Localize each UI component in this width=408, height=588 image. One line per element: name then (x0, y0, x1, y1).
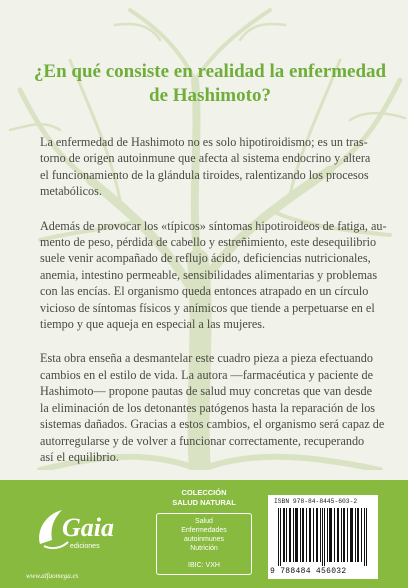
text-line: la eliminación de los detonantes patógenos hasta la reparación de los (40, 400, 376, 415)
text-line: Además de provocar los «típicos» síntomas hipotiroideos de fatiga, au- (40, 218, 387, 233)
ibic-code: IBIC: VXH (188, 562, 220, 569)
text-line: el funcionamiento de la glándula tiroides, ralentizando los procesos (40, 167, 369, 182)
back-cover-title (20, 60, 400, 108)
publisher-website: www.alfaomega.es (26, 572, 79, 580)
gaia-publisher-logo (32, 500, 122, 556)
paragraph-3 (40, 350, 385, 465)
logo-wordmark: Gaia (62, 513, 114, 542)
text-line: Hashimoto— propone pautas de salud muy concretas que van desde (40, 384, 373, 399)
footer-band (0, 480, 408, 588)
text-line: con las encías. El organismo queda entonces atrapado en un círculo (40, 284, 369, 299)
barcode-number: 9 788484 456032 (270, 567, 347, 576)
paragraph-1 (40, 134, 371, 200)
text-line: cambios en el estilo de vida. La autora —farmacéutica y paciente de (40, 367, 373, 382)
text-line: autorregularse y de volver a funcionar correctamente, recuperando (40, 433, 365, 448)
text-line: vicioso de síntomas físicos y anímicos que tiende a perpetuarse en el (40, 300, 375, 315)
collection-label (158, 488, 250, 508)
barcode-panel (268, 495, 378, 579)
subject-item: Enfermedades (181, 527, 227, 534)
collection-name: SALUD NATURAL (172, 498, 236, 507)
subject-item: Nutrición (190, 545, 218, 552)
subject-item: autoinmunes (183, 536, 225, 543)
subject-item: Salud (195, 518, 213, 525)
text-line: suele venir acompañado de reflujo ácido, deficiencias nutricionales, (40, 251, 371, 266)
text-line: La enfermedad de Hashimoto no es solo hipotiroidismo; es un tras- (40, 135, 368, 149)
text-line: Esta obra enseña a desmantelar este cuadro pieza a pieza efectuando (40, 351, 373, 366)
text-line: así el equilibrio. (40, 449, 119, 464)
text-line: sistemas dañados. Gracias a estos cambios, el organismo será capaz de (40, 417, 385, 432)
barcode-graphic (274, 508, 372, 568)
logo-subtitle: ediciones (70, 543, 100, 550)
text-line: torno de origen autoinmune que afecta al sistema endocrino y altera (40, 151, 371, 166)
text-line: tiempo y que aqueja en especial a las mujeres. (40, 317, 266, 332)
text-line: mento de peso, pérdida de cabello y estreñimiento, este desequilibrio (40, 235, 377, 250)
collection-heading: COLECCIÓN (181, 488, 227, 497)
subject-box (156, 513, 252, 575)
subject-list (157, 517, 251, 553)
paragraph-2 (40, 218, 387, 333)
isbn-label: ISBN 978-84-8445-603-2 (274, 498, 358, 505)
synopsis-text (40, 134, 387, 483)
title-line-2: de Hashimoto? (149, 85, 271, 106)
text-line: anemia, intestino permeable, sensibilidades alimentarias y problemas (40, 267, 378, 282)
title-line-1: ¿En qué consiste en realidad la enfermedad (33, 61, 387, 82)
text-line: metabólicos. (40, 184, 102, 199)
